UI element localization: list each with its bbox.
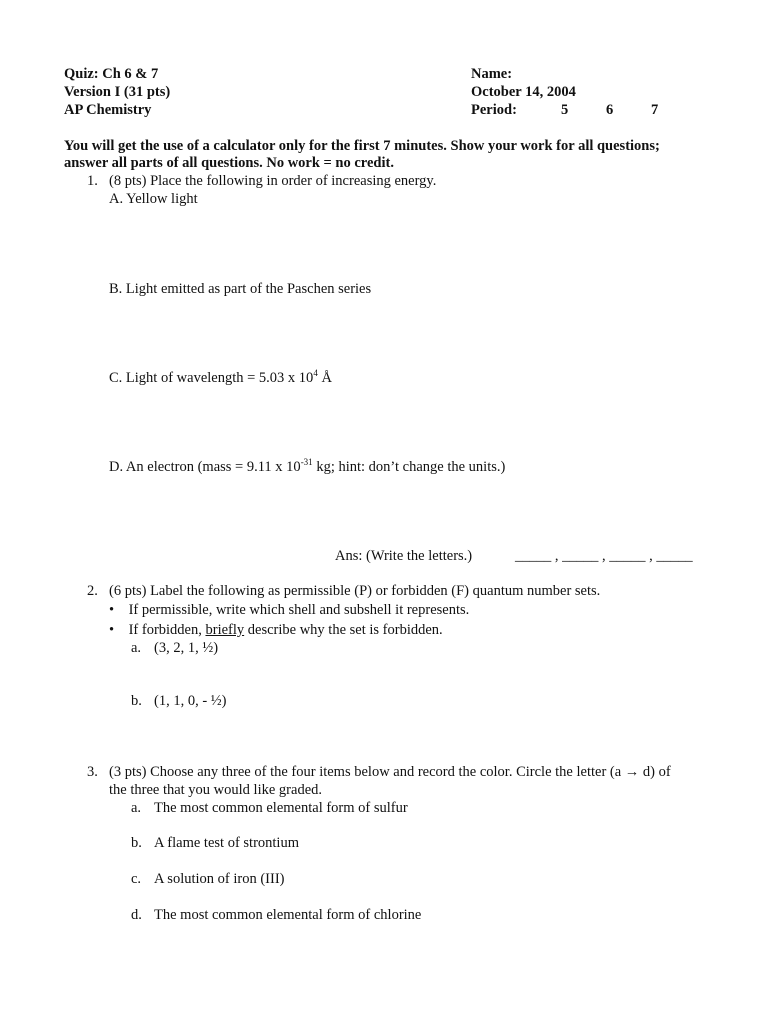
q3-prompt-line-1: (3 pts) Choose any three of the four items below and record the color. Circle the letter (a → d) of xyxy=(109,764,671,780)
q2-part-a-label: a. xyxy=(131,640,142,656)
q2-part-a: (3, 2, 1, ½) xyxy=(154,640,219,656)
period-label: Period: xyxy=(471,102,517,118)
course-name: AP Chemistry xyxy=(64,102,152,118)
q2-part-b-label: b. xyxy=(131,693,142,709)
q3-item-d-label[interactable]: d. xyxy=(131,907,142,923)
q1-answer-blanks[interactable]: _____ , _____ , _____ , _____ xyxy=(515,548,693,564)
name-label: Name: xyxy=(471,66,513,82)
quiz-title: Quiz: Ch 6 & 7 xyxy=(64,66,159,82)
q2-bullet-2: • If forbidden, briefly describe why the set is forbidden. xyxy=(109,622,443,638)
q3-item-a: The most common elemental form of sulfur xyxy=(154,800,408,816)
q3-item-c: A solution of iron (III) xyxy=(154,871,285,887)
instructions-line-2: answer all parts of all questions. No work = no credit. xyxy=(64,155,394,171)
quiz-version: Version I (31 pts) xyxy=(64,84,171,100)
q2-part-b: (1, 1, 0, - ½) xyxy=(154,693,227,709)
q1-prompt: (8 pts) Place the following in order of increasing energy. xyxy=(109,173,437,189)
period-option-6: 6 xyxy=(606,102,614,118)
quiz-date: October 14, 2004 xyxy=(471,84,576,100)
q3-item-a-label[interactable]: a. xyxy=(131,800,142,816)
briefly-underlined: briefly xyxy=(205,622,245,638)
period-option-7: 7 xyxy=(651,102,659,118)
q1-option-c: C. Light of wavelength = 5.03 x $10^4$ Å xyxy=(109,368,332,386)
q3-item-c-label[interactable]: c. xyxy=(131,871,142,887)
q1-answer-label: Ans: (Write the letters.) xyxy=(335,548,473,564)
q1-option-a: A. Yellow light xyxy=(109,191,198,207)
q1-option-d: D. An electron (mass = 9.11 x $10^{-31}$ kg; hint: don’t change the units.) xyxy=(109,457,506,475)
q1-option-b: B. Light emitted as part of the Paschen series xyxy=(109,281,372,297)
period-option-5: 5 xyxy=(561,102,569,118)
q1-number: 1. xyxy=(87,173,98,189)
q1-option-d-exponent: -31 xyxy=(300,457,313,467)
q2-prompt: (6 pts) Label the following as permissible (P) or forbidden (F) quantum number sets. xyxy=(109,583,601,599)
q3-item-b-label[interactable]: b. xyxy=(131,835,142,851)
instructions-line-1: You will get the use of a calculator only for the first 7 minutes. Show your work for all questions; xyxy=(64,138,660,154)
q2-bullet-1: • If permissible, write which shell and subshell it represents. xyxy=(109,602,470,618)
q3-item-b: A flame test of strontium xyxy=(154,835,299,851)
q3-number: 3. xyxy=(87,764,98,780)
q2-number: 2. xyxy=(87,583,98,599)
q1-option-c-exponent: 4 xyxy=(313,368,318,378)
q3-item-d: The most common elemental form of chlorine xyxy=(154,907,422,923)
q3-prompt-line-2: the three that you would like graded. xyxy=(109,782,323,798)
